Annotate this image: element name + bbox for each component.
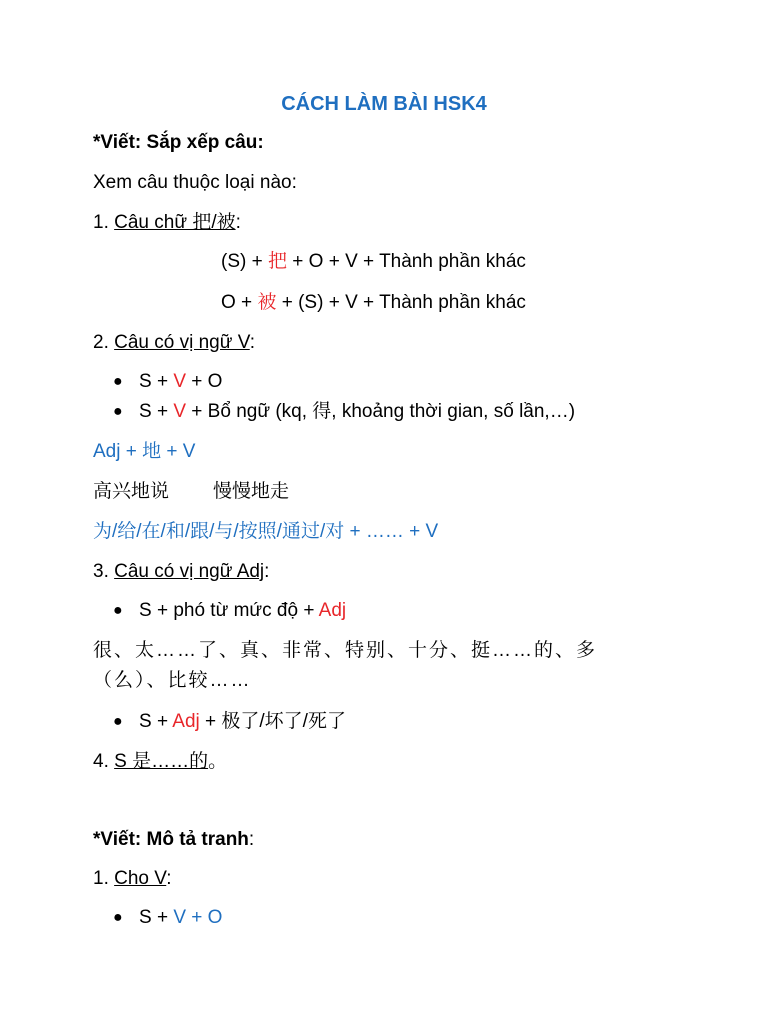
item-number: 2. xyxy=(93,332,115,353)
desc-item-1-heading xyxy=(93,867,172,891)
formula-keyword: 被 xyxy=(257,292,277,313)
formula-part: + Bổ ngữ (kq, 得, khoảng thời gian, số lần,…) xyxy=(186,401,576,422)
bullet-cho-v xyxy=(139,906,222,930)
item-colon: : xyxy=(166,868,172,889)
item-number: 1. xyxy=(93,868,115,889)
adj-di-rule: Adj + 地 + V xyxy=(93,441,196,462)
bullet-degree-adverb xyxy=(139,599,346,623)
bullet-icon: ● xyxy=(113,373,123,390)
formula-part: + O xyxy=(186,371,223,392)
formula-part: + 极了/坏了/死了 xyxy=(199,711,346,732)
formula-keyword: Adj xyxy=(172,711,200,732)
formula-part: S + xyxy=(139,371,174,392)
formula-part: + (S) + V + Thành phần khác xyxy=(276,292,526,313)
formula-part: S + xyxy=(139,401,174,422)
intro-text: Xem câu thuộc loại nào: xyxy=(93,172,297,193)
heading-colon: : xyxy=(248,829,255,850)
section-heading-sap-xep-cau xyxy=(93,131,264,155)
item-1-heading xyxy=(93,211,241,235)
bullet-icon: ● xyxy=(113,403,123,420)
heading-prefix: *Viết: xyxy=(93,132,147,153)
example-2: 慢慢地走 xyxy=(213,481,290,502)
formula-part: (S) + xyxy=(221,251,268,272)
adverb-list-line-1: 很、太……了、真、非常、特别、十分、挺……的、多 xyxy=(93,640,598,661)
bullet-svo xyxy=(139,370,222,394)
item-colon: : xyxy=(249,332,255,353)
formula-keyword: V + O xyxy=(173,907,223,928)
heading-text: Sắp xếp câu: xyxy=(146,132,264,153)
item-label: S 是……的 xyxy=(114,751,209,772)
example-1: 高兴地说 xyxy=(93,481,170,502)
bullet-icon: ● xyxy=(113,713,123,730)
formula-part: O + xyxy=(221,292,258,313)
bullet-icon: ● xyxy=(113,909,123,926)
item-end: 。 xyxy=(208,751,228,772)
item-label: Câu có vị ngữ Adj xyxy=(114,561,265,582)
item-label: Cho V xyxy=(114,868,167,889)
item-number: 1. xyxy=(93,212,115,233)
formula-keyword: Adj xyxy=(318,600,347,621)
item-number: 4. xyxy=(93,751,115,772)
item-4-heading xyxy=(93,750,227,774)
formula-keyword: V xyxy=(173,401,187,422)
section-heading-mo-ta-tranh xyxy=(93,828,254,852)
bullet-icon: ● xyxy=(113,602,123,619)
formula-part: + O + V + Thành phần khác xyxy=(287,251,526,272)
formula-keyword: 把 xyxy=(267,251,287,272)
page-title: CÁCH LÀM BÀI HSK4 xyxy=(281,93,487,115)
bullet-complement xyxy=(139,400,575,424)
bullet-adj-complement xyxy=(139,710,346,734)
formula-part: S + xyxy=(139,711,173,732)
adverb-list-line-2: （么）、比较…… xyxy=(93,670,252,691)
item-3-heading xyxy=(93,560,269,584)
preposition-rule: 为/给/在/和/跟/与/按照/通过/对 + …… + V xyxy=(93,521,439,542)
examples-line xyxy=(93,480,289,504)
heading-prefix: *Viết: xyxy=(93,829,147,850)
item-colon: : xyxy=(264,561,270,582)
formula-ba xyxy=(221,250,526,274)
heading-text: Mô tả tranh xyxy=(146,829,249,850)
item-2-heading xyxy=(93,331,255,355)
item-colon: : xyxy=(235,212,241,233)
formula-bei xyxy=(221,291,526,315)
item-label: Câu có vị ngữ V xyxy=(114,332,250,353)
item-number: 3. xyxy=(93,561,115,582)
formula-part: S + phó từ mức độ + xyxy=(139,600,319,621)
formula-keyword: V xyxy=(173,371,187,392)
formula-part: S + xyxy=(139,907,174,928)
item-label: Câu chữ 把/被 xyxy=(114,212,236,233)
